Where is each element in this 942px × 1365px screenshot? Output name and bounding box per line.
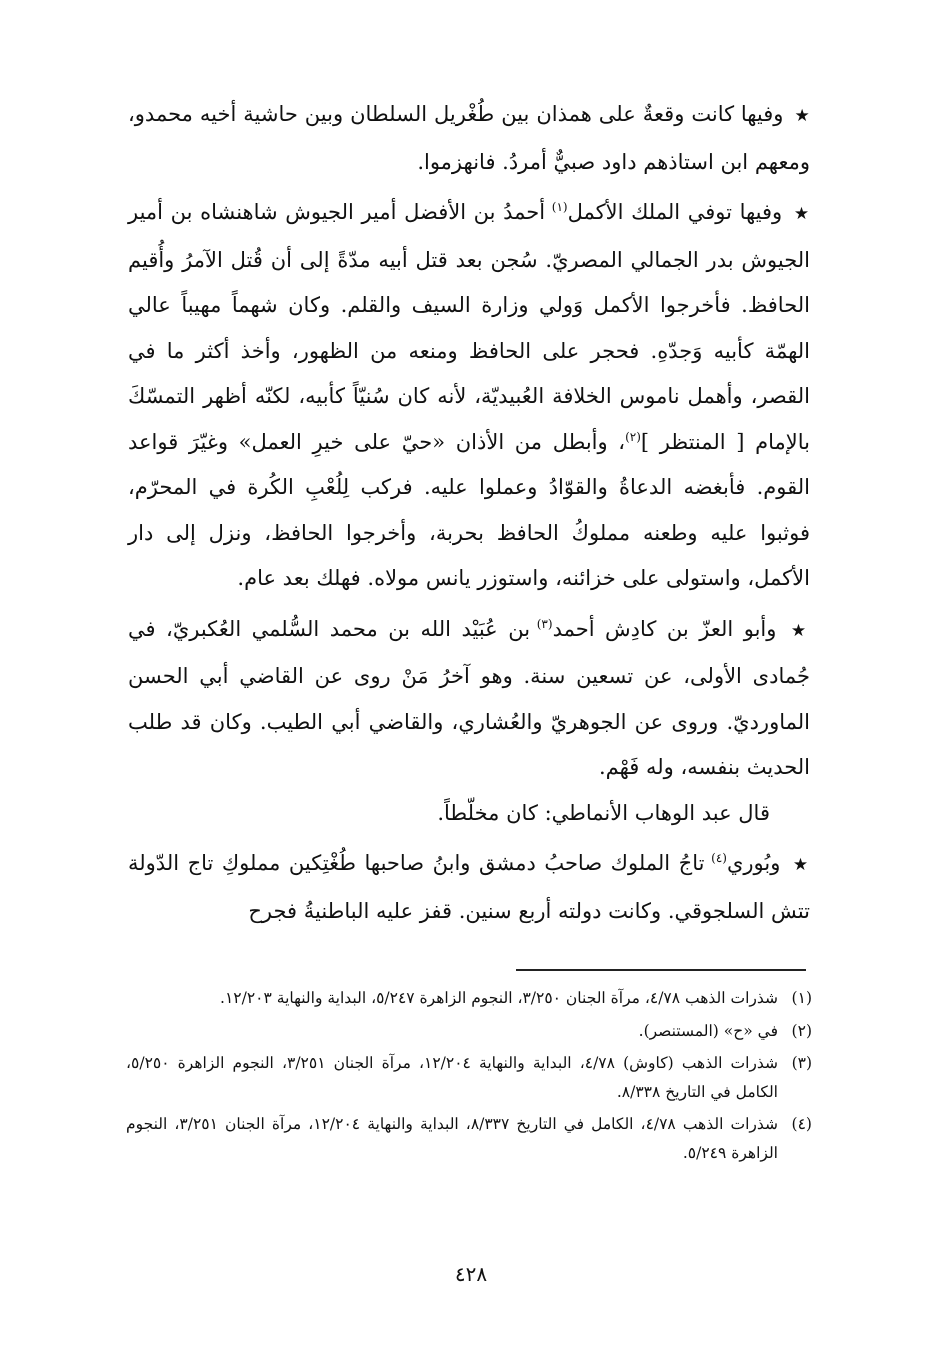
footnote-divider bbox=[516, 969, 806, 971]
footnote-1 bbox=[126, 984, 812, 1013]
footnote-ref[interactable]: (٢) bbox=[625, 429, 641, 444]
entry-text: وفيها توفي الملك الأكمل bbox=[567, 200, 783, 224]
entry-paragraph-1 bbox=[128, 92, 810, 185]
entry-paragraph-4 bbox=[128, 841, 810, 934]
entry-text: أحمدُ بن الأفضل أمير الجيوش شاهنشاه بن أمير الجيوش بدر الجمالي المصريّ. سُجن بعد قتل أبيه مدّةً إلى أن قُتل الآمرُ وأُقيم الحافظ. فأخرجوا الأكمل وَولي وزارة السيف والقلم. وكان شهماً مهيباً عالي الهمّة كأبيه وَجدّهِ. فحجر على الحافظ ومنعه من الظهور، وأخذ أكثر ما في القصر، وأهمل ناموس الخلافة العُبيديّة، لأنه كان سُنيّاً كأبيه، لكنّه أظهر التمسّكَ بالإمام [ المنتظر ] bbox=[128, 200, 810, 454]
footnote-number: (٤) bbox=[791, 1115, 812, 1133]
footnote-number: (٢) bbox=[791, 1021, 812, 1040]
page-number: ٤٢٨ bbox=[454, 1262, 488, 1286]
quote-line bbox=[128, 791, 810, 837]
footnote-3 bbox=[126, 1049, 812, 1106]
footnotes bbox=[126, 984, 812, 1171]
footnote-ref[interactable]: (٣) bbox=[536, 616, 553, 631]
star-bullet-icon: ★ bbox=[794, 106, 810, 126]
footnote-text: في «ح» (المستنصر). bbox=[638, 1021, 778, 1040]
star-bullet-icon: ★ bbox=[790, 620, 810, 641]
entry-text: وبُوري bbox=[726, 851, 781, 875]
entry-text: بن عُبَيْد الله بن محمد السُّلمي العُكبريّ، في جُمادى الأولى، عن تسعين سنة. وهو آخرُ مَنْ روى عن القاضي أبي الحسن الماورديّ. وروى عن الجوهريّ والعُشاري، والقاضي أبي الطيب. وكان قد طلب الحديث بنفسه، وله فَهْم. bbox=[128, 616, 810, 779]
footnote-number: (١) bbox=[791, 989, 812, 1007]
footnote-2 bbox=[126, 1017, 812, 1046]
entry-paragraph-2 bbox=[128, 190, 810, 602]
footnote-ref[interactable]: (٤) bbox=[711, 851, 727, 865]
footnote-ref[interactable]: (١) bbox=[551, 200, 568, 214]
entry-text: وفيها كانت وقعةٌ على همذان بين طُغْريل السلطان وبين حاشية أخيه محمدو، ومعهم ابن استاذهم داود صبيٌّ أمردُ. فانهزموا. bbox=[128, 102, 810, 174]
footnote-text: شذرات الذهب (كاوش) ٤/٧٨، البداية والنهاية ١٢/٢٠٤، مرآة الجنان ٣/٢٥١، النجوم الزاهرة ٥/٢٥٠، الكامل في التاريخ ٨/٣٣٨. bbox=[126, 1054, 779, 1101]
footnote-text: شذرات الذهب ٤/٧٨، مرآة الجنان ٣/٢٥٠، النجوم الزاهرة ٥/٢٤٧، البداية والنهاية ١٢/٢٠٣. bbox=[220, 989, 778, 1007]
footnote-text: شذرات الذهب ٤/٧٨، الكامل في التاريخ ٨/٣٣٧، البداية والنهاية ١٢/٢٠٤، مرآة الجنان ٣/٢٥١، النجوم الزاهرة ٥/٢٤٩. bbox=[126, 1115, 778, 1162]
entry-text: ، وأبطل من الأذان «حيّ على خيرِ العمل» وغيّرَ قواعد القوم. فأبغضه الدعاةُ والقوّادُ وعملوا عليه. فركب لِلُعْبِ الكُرة في المحرّم، فوثبوا عليه وطعنه مملوكُ الحافظ بحربة، وأخرجوا الحافظ، ونزل إلى دار الأكمل، واستولى على خزائنه، واستوزر يانس مولاه. فهلك بعد عام. bbox=[128, 429, 810, 590]
footnote-number: (٣) bbox=[791, 1054, 813, 1072]
star-bullet-icon: ★ bbox=[793, 204, 810, 224]
entry-text: تاجُ الملوك صاحبُ دمشق وابنُ صاحبها طُغْتِكين مملوكِ تاج الدّولة تتش السلجوقي. وكانت دولته أربع سنين. قفز عليه الباطنيةُ فجرح bbox=[128, 851, 810, 923]
quote-text: قال عبد الوهاب الأنماطي: كان مخلّطاً. bbox=[437, 800, 770, 825]
star-bullet-icon: ★ bbox=[792, 855, 810, 875]
entry-text: وأبو العزّ بن كادِش أحمد bbox=[552, 616, 777, 641]
main-text bbox=[128, 92, 810, 934]
footnote-4 bbox=[126, 1110, 812, 1167]
entry-paragraph-3 bbox=[128, 607, 810, 791]
